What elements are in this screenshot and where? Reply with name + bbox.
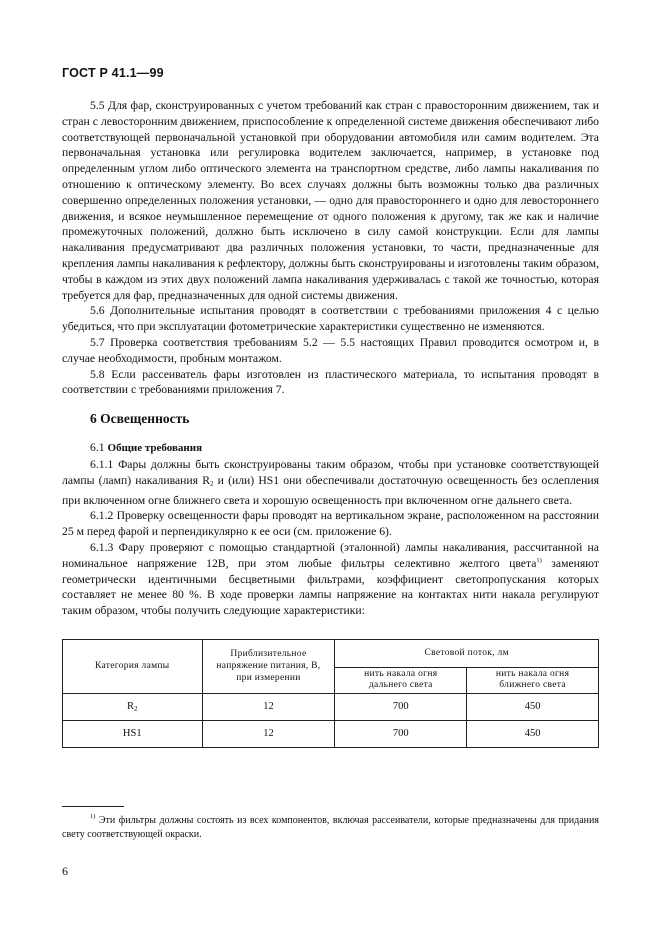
cell-high-beam: 700 bbox=[335, 693, 467, 720]
table-row bbox=[63, 720, 599, 747]
category-text: HS1 bbox=[122, 727, 142, 739]
subsection-title: Общие требования bbox=[107, 442, 203, 455]
lamp-characteristics-table bbox=[62, 639, 599, 748]
cell-category bbox=[63, 693, 203, 720]
paragraph-5-6: 5.6 Дополнительные испытания проводят в соответствии с требованиями приложения 4 с целью убедиться, что при эксплуатации фотометрические характеристики существенно не изменяются. bbox=[62, 304, 599, 334]
header-low-beam: нить накала огня ближнего света bbox=[467, 667, 599, 693]
header-voltage: Приблизительное напряжение питания, В, при измерении bbox=[202, 639, 335, 693]
footnote-text: Эти фильтры должны состоять из всех компонентов, включая рассеиватели, которые предназначены для придания свету соответствующей окраски. bbox=[62, 815, 599, 840]
footnote bbox=[62, 814, 599, 842]
paragraph-6-1-1 bbox=[62, 457, 599, 508]
paragraph-5-8: 5.8 Если рассеиватель фары изготовлен из пластического материала, то испытания проводят в соответствии с требованиями приложения 7. bbox=[62, 367, 599, 397]
cell-voltage: 12 bbox=[202, 693, 335, 720]
paragraph-text: 6.1.3 Фару проверяют с помощью стандартной (эталонной) лампы накаливания, рассчитанной на номинальное напряжение 12В, при этом любые фильтры селективно желтого цвета bbox=[62, 540, 599, 570]
header-luminous-flux: Световой поток, лм bbox=[335, 639, 599, 667]
page-body bbox=[62, 98, 599, 748]
header-category: Категория лампы bbox=[63, 639, 203, 693]
footnote-marker: 1) bbox=[90, 813, 96, 820]
paragraph-text: заменяют геометрически идентичными бесцветными фильтрами, коэффициент светопропускания которых составляет не менее 80 %. В ходе проверки лампы напряжение на контактах нити накала регулируют таким образом, чтобы получить следующие характеристики: bbox=[62, 556, 599, 618]
subsection-number: 6.1 bbox=[90, 441, 108, 455]
page-number: 6 bbox=[62, 864, 68, 878]
cell-low-beam: 450 bbox=[467, 720, 599, 747]
subscript: 2 bbox=[210, 479, 214, 488]
footnote-divider bbox=[62, 806, 124, 807]
header-high-beam: нить накала огня дальнего света bbox=[335, 667, 467, 693]
cell-voltage: 12 bbox=[202, 720, 335, 747]
cell-high-beam: 700 bbox=[335, 720, 467, 747]
paragraph-text: и (или) HS1 они обеспечивали достаточную освещенность без ослепления при включенном огне ближнего света и хорошую освещенность при включенном огне дальнего света. bbox=[62, 473, 600, 507]
paragraph-5-5: 5.5 Для фар, сконструированных с учетом требований как стран с правосторонним движением, так и стран с левосторонним движением, приспособление к определенной системе движения обеспечивают либо соответствующей первоначальной установкой при оборудовании автомобиля или самим водителем. Эта первоначальная установка или регулировка водителем заключается, например, в установке под определенным углом либо оптического элемента на транспортном средстве, либо лампы накаливания по отношению к оптическому элементу. Во всех случаях должны быть возможны только два различных совершенно определенных положения установки, — одно для правостороннего и одно для левостороннего движения, и всякое неумышленное перемещение от одного положения к другому, так же как и наличие промежуточных положений, должно быть исключено в силу самой конструкции. Если для лампы накаливания предусматривают два различных положения установки, то части, предназначенные для крепления лампы накаливания к рефлектору, должны быть сконструированы и изготовлены таким образом, чтобы в каждом из этих двух положений лампа накаливания удерживалась с такой же точностью, которая требуется для фар, предназначенных для одной системы движения. bbox=[62, 99, 599, 302]
category-subscript: 2 bbox=[134, 704, 138, 713]
paragraph-text: 6.1.1 Фары должны быть сконструированы таким образом, чтобы при установке соответствующей лампы (ламп) накаливания R bbox=[62, 457, 599, 487]
paragraph-5-7: 5.7 Проверка соответствия требованиям 5.2 — 5.5 настоящих Правил проводится осмотром и, в случае необходимости, пробным монтажом. bbox=[62, 335, 599, 365]
subsection-6-1-heading bbox=[62, 440, 599, 457]
cell-low-beam: 450 bbox=[467, 693, 599, 720]
section-title: 6 Освещенность bbox=[90, 411, 190, 427]
paragraph-6-1-2: 6.1.2 Проверку освещенности фары проводят на вертикальном экране, расположенном на расстоянии 25 м перед фарой и перпендикулярно к ее оси (см. приложение 6). bbox=[62, 509, 599, 539]
cell-category bbox=[63, 720, 203, 747]
document-code-header: ГОСТ Р 41.1—99 bbox=[62, 66, 164, 80]
category-text: R bbox=[127, 700, 135, 712]
footnote-reference[interactable]: 1) bbox=[536, 556, 542, 564]
table-row bbox=[63, 693, 599, 720]
paragraph-6-1-3 bbox=[62, 540, 599, 619]
